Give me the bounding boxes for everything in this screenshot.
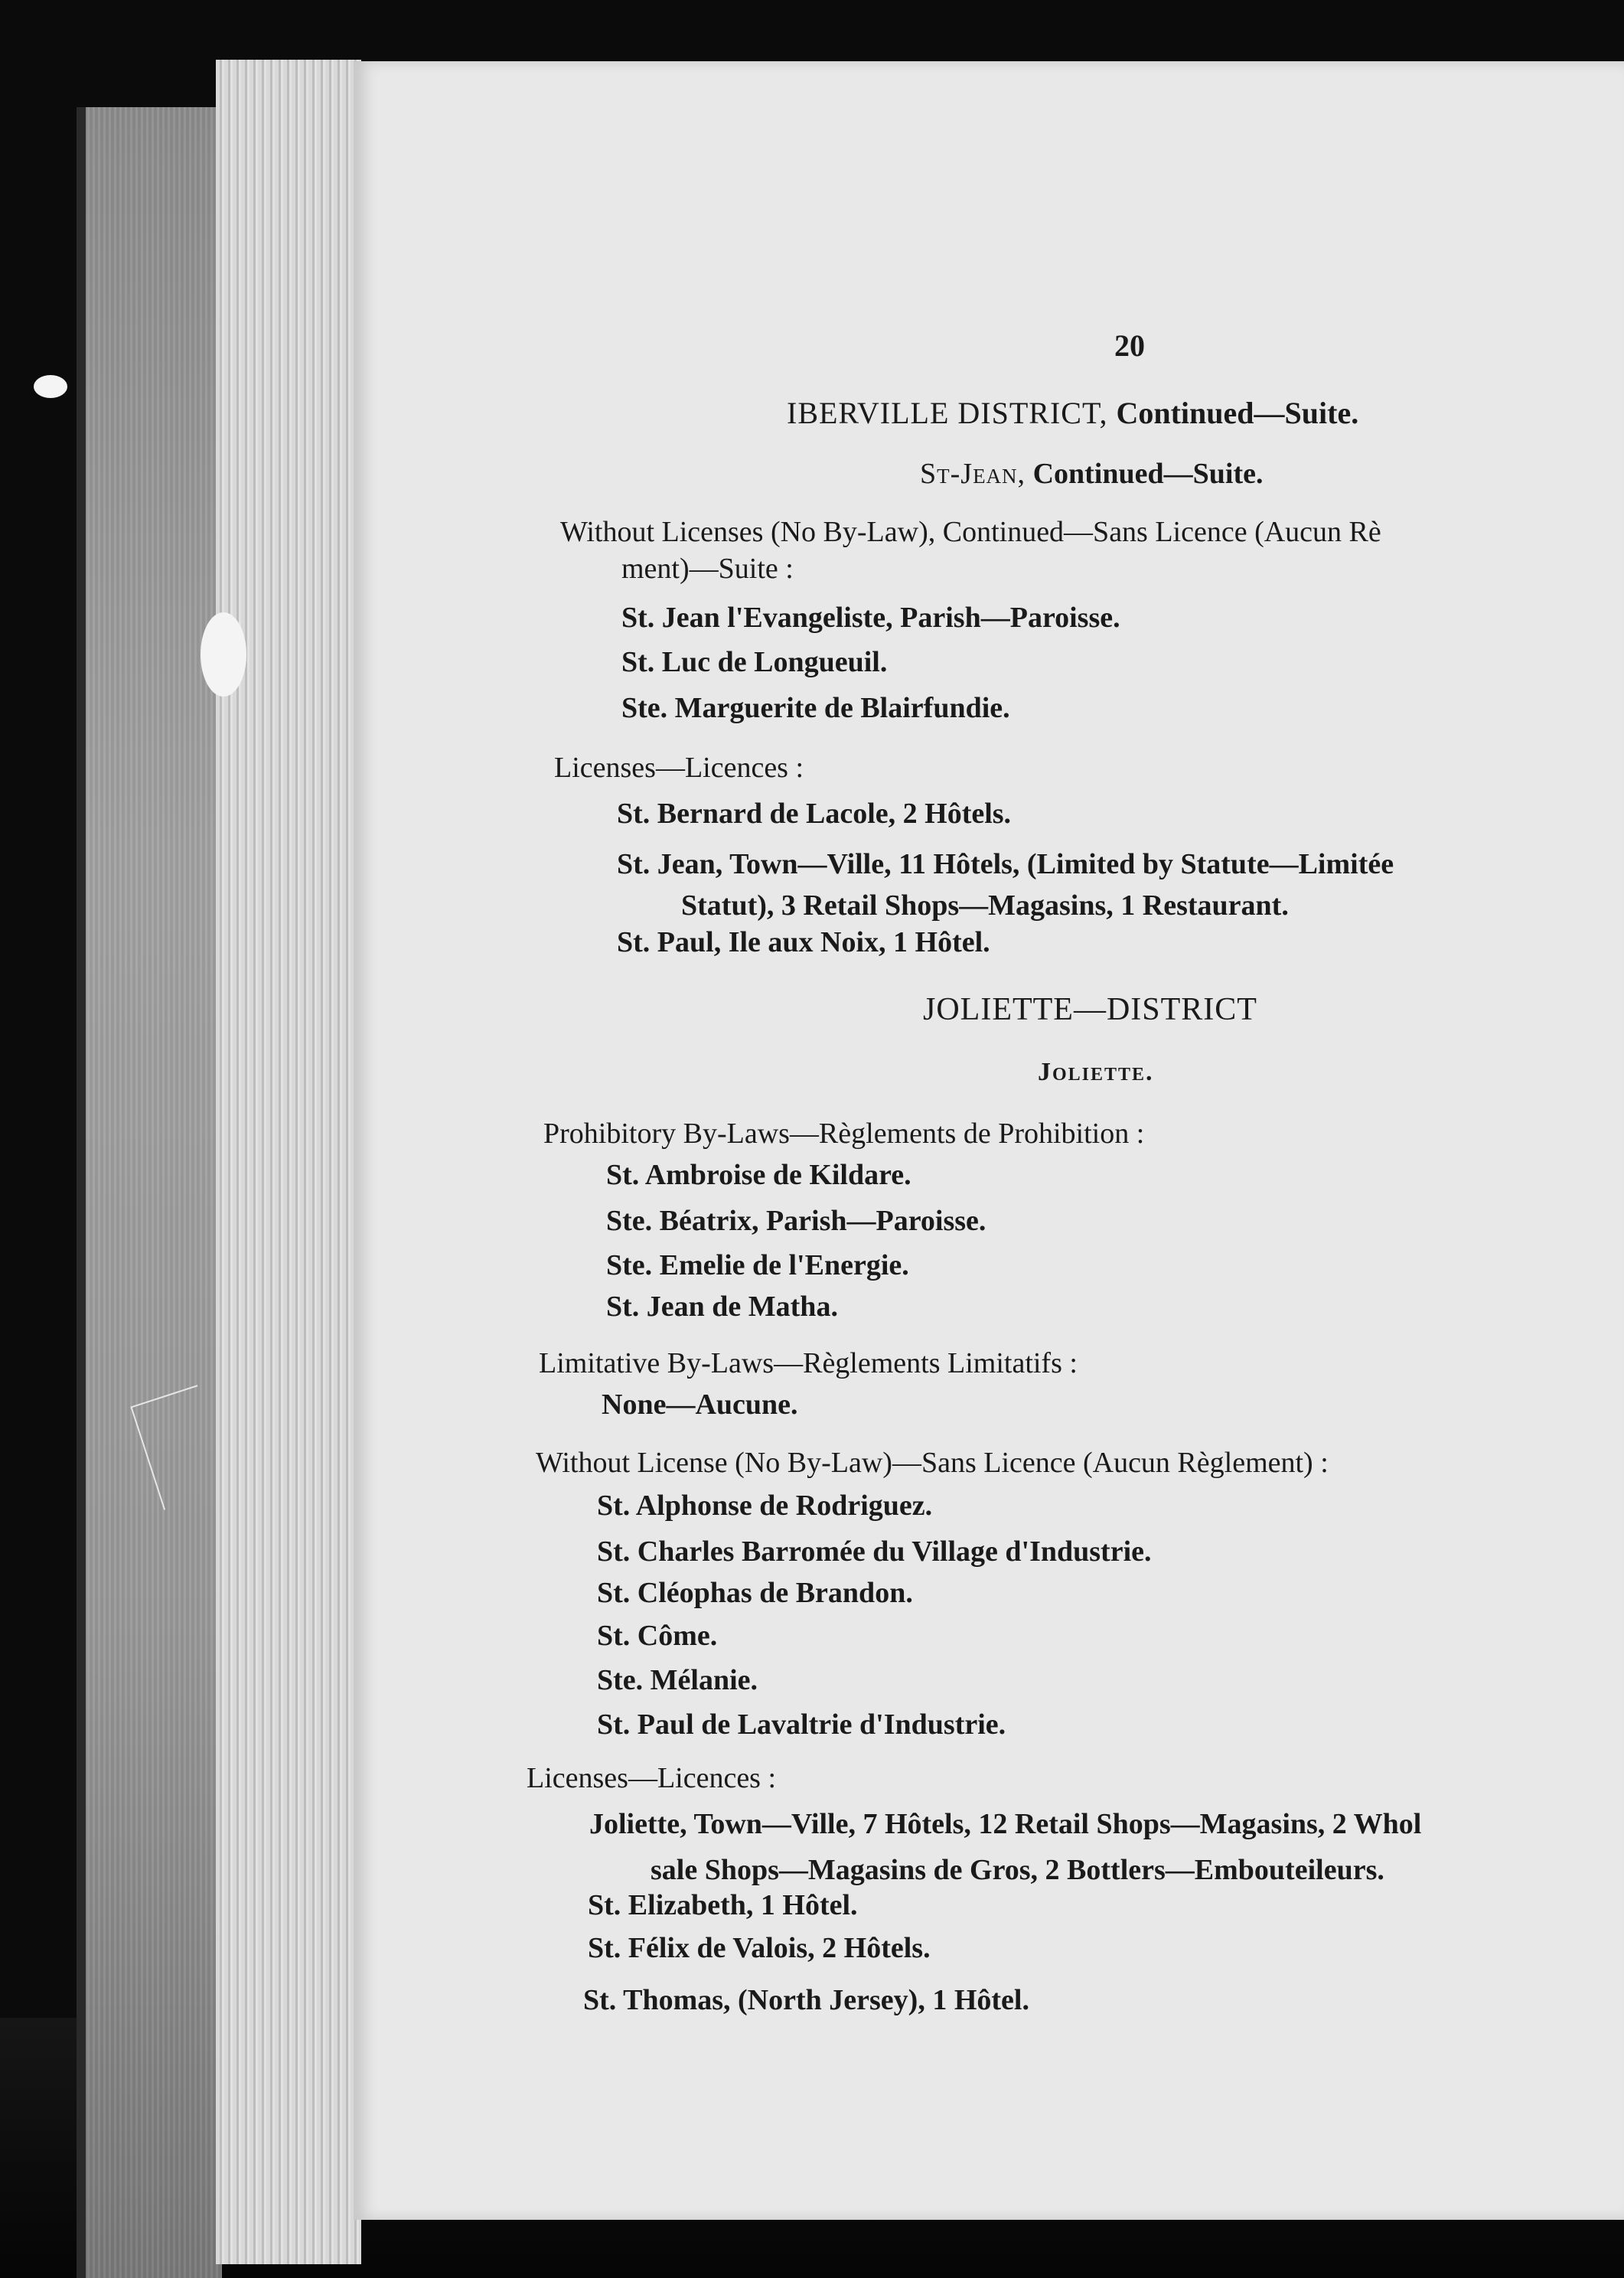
- list-item: St. Côme.: [597, 1620, 718, 1652]
- list-item: St. Thomas, (North Jersey), 1 Hôtel.: [583, 1984, 1029, 2016]
- subdistrict-name: St-Jean,: [920, 458, 1026, 490]
- list-item-continuation: sale Shops—Magasins de Gros, 2 Bottlers—Embouteileurs.: [651, 1854, 1384, 1886]
- paper-blemish: [34, 375, 67, 398]
- list-item: St. Alphonse de Rodriguez.: [597, 1490, 933, 1522]
- section-heading-continuation: ment)—Suite :: [621, 553, 794, 585]
- list-item: St. Bernard de Lacole, 2 Hôtels.: [617, 798, 1012, 830]
- district-title: JOLIETTE—DISTRICT: [923, 992, 1257, 1027]
- list-item: St. Cléophas de Brandon.: [597, 1577, 913, 1609]
- list-item: Joliette, Town—Ville, 7 Hôtels, 12 Retail Shops—Magasins, 2 Whol: [589, 1808, 1422, 1840]
- list-item: St. Paul de Lavaltrie d'Industrie.: [597, 1708, 1006, 1741]
- list-item: St. Jean de Matha.: [606, 1291, 838, 1323]
- list-item: Ste. Marguerite de Blairfundie.: [621, 692, 1010, 724]
- district-header-continued: Continued—Suite.: [1116, 396, 1359, 430]
- subdistrict-continued: Continued—Suite.: [1032, 458, 1264, 490]
- county-title: Joliette.: [1038, 1058, 1154, 1086]
- list-item: Ste. Mélanie.: [597, 1664, 758, 1696]
- section-heading-without-license: Without License (No By-Law)—Sans Licence (Aucun Règlement) :: [536, 1447, 1329, 1479]
- section-heading-limitative: Limitative By-Laws—Règlements Limitatifs :: [539, 1347, 1078, 1379]
- list-item: St. Jean, Town—Ville, 11 Hôtels, (Limited by Statute—Limitée: [617, 848, 1394, 880]
- list-item: St. Charles Barromée du Village d'Industrie.: [597, 1536, 1152, 1568]
- list-item: Ste. Béatrix, Parish—Paroisse.: [606, 1205, 986, 1237]
- district-header-name: IBERVILLE DISTRICT,: [787, 396, 1108, 430]
- list-item: St. Félix de Valois, 2 Hôtels.: [588, 1932, 931, 1964]
- list-item: St. Jean l'Evangeliste, Parish—Paroisse.: [621, 602, 1120, 634]
- spine-edge: [77, 107, 86, 2278]
- page-number: 20: [1114, 328, 1145, 363]
- list-item: Ste. Emelie de l'Energie.: [606, 1249, 909, 1281]
- page-edges: [216, 60, 361, 2264]
- list-item: St. Elizabeth, 1 Hôtel.: [588, 1889, 858, 1921]
- section-heading-licenses: Licenses—Licences :: [527, 1762, 777, 1794]
- district-header: [787, 398, 1358, 429]
- book-spine: [77, 107, 222, 2278]
- list-item: St. Ambroise de Kildare.: [606, 1159, 911, 1191]
- list-item-continuation: Statut), 3 Retail Shops—Magasins, 1 Restaurant.: [681, 889, 1289, 922]
- paper-blemish: [201, 612, 246, 697]
- section-heading-without-licenses: Without Licenses (No By-Law), Continued—Sans Licence (Aucun Rè: [560, 516, 1381, 548]
- section-heading-prohibitory: Prohibitory By-Laws—Règlements de Prohibition :: [543, 1118, 1145, 1150]
- list-item: None—Aucune.: [602, 1389, 798, 1421]
- list-item: St. Luc de Longueuil.: [621, 646, 888, 678]
- section-heading-licenses: Licenses—Licences :: [554, 752, 804, 784]
- subdistrict-header: [920, 459, 1263, 488]
- list-item: St. Paul, Ile aux Noix, 1 Hôtel.: [617, 926, 990, 958]
